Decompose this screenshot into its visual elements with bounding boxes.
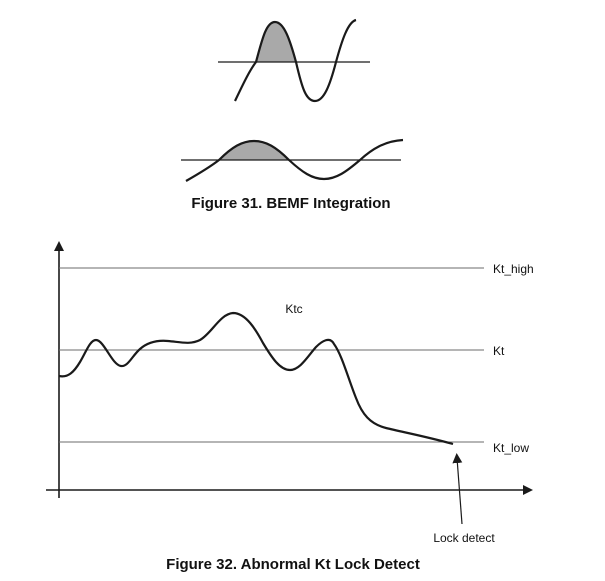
bottom-waveform — [181, 140, 403, 181]
kt-high-label: Kt_high — [493, 262, 534, 276]
lock-detect-arrow — [457, 458, 462, 524]
ktc-label: Ktc — [285, 302, 303, 316]
figure-31-caption: Figure 31. BEMF Integration — [191, 195, 391, 212]
lock-detect-label: Lock detect — [433, 531, 495, 545]
figure-32-kt-lock-detect — [46, 246, 534, 573]
top-waveform-curve — [235, 20, 356, 101]
kt-low-label: Kt_low — [493, 441, 530, 455]
figure-32-caption: Figure 32. Abnormal Kt Lock Detect — [166, 556, 420, 573]
figure-31-bemf-integration — [181, 20, 403, 212]
top-waveform — [218, 20, 370, 101]
kt-label: Kt — [493, 344, 505, 358]
ktc-curve — [59, 313, 453, 444]
